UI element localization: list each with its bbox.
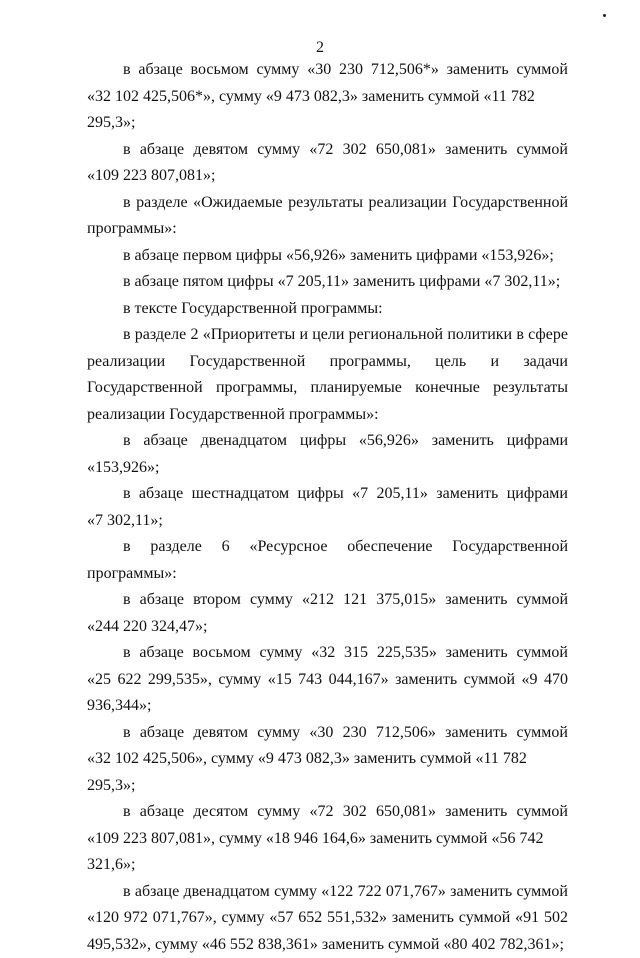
paragraph-10: в разделе 6 «Ресурсное обеспечение Государственной программы»: — [87, 538, 568, 582]
paragraph-14-line-1: в абзаце десятом сумму «72 302 650,081» заменить суммой — [123, 803, 568, 820]
paragraph-14 — [87, 799, 568, 826]
paragraph-7 — [87, 322, 568, 349]
paragraph-2-line-1: в абзаце девятом сумму «72 302 650,081» заменить суммой — [123, 140, 568, 158]
paragraph-15 — [87, 879, 568, 906]
paragraph-7-continuation: реализации Государственной программы, цель и задачи Государственной программы, планируемые конечные результаты реализации Государственной программы»: — [87, 352, 568, 423]
paragraph-9-continuation: «7 302,11»; — [87, 511, 163, 529]
paragraph-15-line-1: в абзаце двенадцатом сумму «122 722 071,767» заменить суммой — [123, 882, 568, 900]
paragraph-11-line-1: в абзаце втором сумму «212 121 375,015» заменить суммой — [123, 591, 568, 608]
paragraph-9-line-1: в абзаце шестнадцатом цифры «7 205,11» заменить цифрами — [123, 485, 568, 502]
paragraph-4: в абзаце первом цифры «56,926» заменить цифрами «153,926»; — [123, 246, 554, 264]
paragraph-11-continuation: «244 220 324,47»; — [87, 617, 208, 635]
paragraph-15-continuation: «120 972 071,767», сумму «57 652 551,532» заменить суммой «91 502 495,532», сумму «46 552 838,361» заменить суммой «80 402 782,361»; — [87, 909, 568, 953]
paragraph-11 — [87, 587, 568, 614]
paragraph-12-line-1: в абзаце восьмом сумму «32 315 225,535» заменить суммой — [123, 644, 568, 661]
amendment-text — [87, 57, 568, 958]
paragraph-13-line-1: в абзаце девятом сумму «30 230 712,506» заменить суммой — [123, 723, 568, 741]
paragraph-2 — [87, 137, 568, 164]
paragraph-13 — [87, 720, 568, 747]
paragraph-7-line-1: в разделе 2 «Приоритеты и цели региональной политики в сфере — [123, 326, 568, 343]
paragraph-3 — [87, 190, 568, 217]
paragraph-12 — [87, 640, 568, 667]
paragraph-9 — [87, 481, 568, 508]
paragraph-5: в абзаце пятом цифры «7 205,11» заменить цифрами «7 302,11»; — [123, 273, 561, 290]
scan-speck — [603, 14, 606, 17]
page-number: 2 — [316, 39, 324, 56]
paragraph-12-continuation: «25 622 299,535», сумму «15 743 044,167» заменить суммой «9 470 936,344»; — [87, 670, 568, 714]
paragraph-14-continuation: «109 223 807,081», сумму «18 946 164,6» заменить суммой «56 742 321,6»; — [87, 829, 544, 873]
paragraph-1-continuation: «32 102 425,506*», сумму «9 473 082,3» заменить суммой «11 782 295,3»; — [87, 87, 535, 131]
paragraph-3-continuation: программы»: — [87, 220, 177, 237]
paragraph-1-line-1: в абзаце восьмом сумму «30 230 712,506*» заменить суммой — [123, 61, 568, 78]
paragraph-1 — [87, 57, 568, 84]
paragraph-13-continuation: «32 102 425,506», сумму «9 473 082,3» заменить суммой «11 782 295,3»; — [87, 750, 527, 794]
paragraph-2-continuation: «109 223 807,081»; — [87, 167, 216, 184]
paragraph-6: в тексте Государственной программы: — [123, 299, 383, 317]
paragraph-8: в абзаце двенадцатом цифры «56,926» заменить цифрами «153,926»; — [87, 432, 568, 476]
paragraph-3-line-1: в разделе «Ожидаемые результаты реализации Государственной — [123, 193, 568, 211]
